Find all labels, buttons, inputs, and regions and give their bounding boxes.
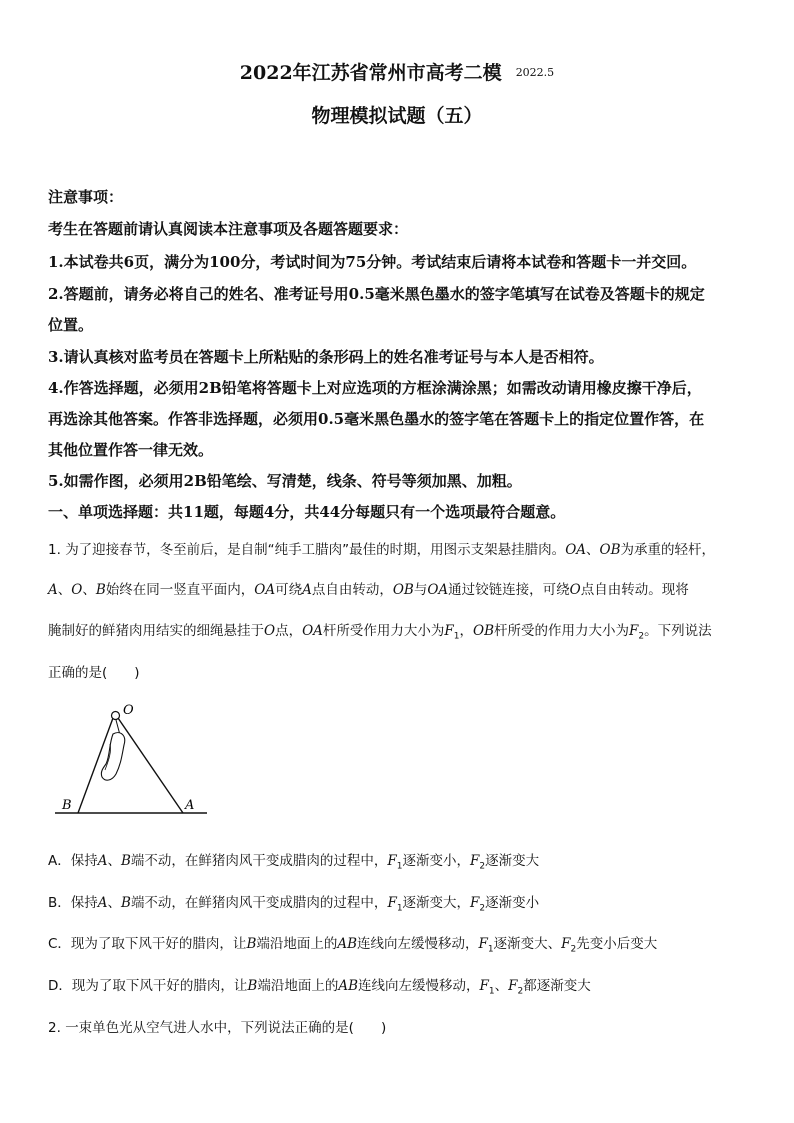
q1-text: 通过铰链连接，可绕 (448, 582, 570, 598)
label-b: B (62, 798, 72, 813)
q1-text: 为承重的轻杆， (620, 542, 716, 558)
opt-sub: 2 (570, 944, 577, 955)
opt-text: 逐渐变大、 (493, 936, 562, 952)
opt-sub: 1 (396, 903, 403, 914)
exam-date: 2022.5 (515, 66, 555, 79)
q1-sym: OB (392, 582, 414, 598)
q1-sub: 1 (453, 631, 460, 642)
opt-sym: A (97, 895, 108, 911)
q1-text: 杆所受作用力大小为 (322, 623, 445, 639)
q1-sym: OA (254, 582, 276, 598)
label-o: O (123, 703, 134, 718)
q1-text: 、 (82, 582, 96, 598)
q1-text: 始终在同一竖直平面内， (105, 582, 255, 598)
rod-oa (118, 718, 183, 813)
opt-text: 端不动，在鲜猪肉风干变成腊肉的过程中， (130, 895, 388, 911)
opt-sym: A (97, 853, 108, 869)
exam-subtitle: 物理模拟试题（五） (311, 105, 483, 127)
opt-sym: B (121, 853, 131, 869)
q1-line-4: 正确的是( ) (48, 665, 140, 681)
opt-text: 、 (107, 853, 121, 869)
opt-text: 逐渐变小 (485, 895, 540, 911)
q1-sym: O (569, 582, 581, 598)
hinge-o (112, 712, 120, 720)
q1-text: 与 (413, 582, 428, 598)
notice-line-5: 5.如需作图，必须用2B铅笔绘、写清楚，线条、符号等须加黑、加粗。 (48, 472, 522, 490)
notice-intro: 考生在答题前请认真阅读本注意事项及各题答题要求： (48, 220, 409, 238)
opt-sym: F (508, 978, 518, 994)
opt-sub: 2 (517, 986, 524, 997)
opt-sub: 1 (488, 986, 495, 997)
opt-sub: 1 (487, 944, 494, 955)
option-d[interactable] (48, 974, 591, 997)
q1-sym: F (629, 623, 639, 639)
notice-heading: 注意事项： (48, 188, 124, 206)
q1-sym: O (71, 582, 83, 598)
opt-sym: AB (337, 936, 358, 952)
notice-line-2b: 位置。 (48, 316, 94, 334)
label-a: A (185, 798, 195, 813)
opt-text: 、 (107, 895, 122, 911)
q2-text: 一束单色光从空气进人水中，下列说法正确的是( ) (65, 1020, 387, 1036)
q1-text: ， (459, 623, 474, 639)
q1-text: 点， (275, 623, 303, 639)
q1-line-1 (48, 538, 715, 558)
opt-text: 连线向左缓慢移动， (357, 936, 479, 952)
q1-sym: OA (427, 582, 449, 598)
q1-line-2 (48, 578, 689, 598)
opt-text: 端不动，在鲜猪肉风干变成腊肉的过程中， (130, 853, 388, 869)
opt-text: B．保持 (48, 895, 98, 911)
opt-text: 都逐渐变大 (523, 978, 591, 994)
q1-sym: A (302, 582, 312, 598)
opt-sub: 2 (479, 861, 486, 872)
opt-sym: F (387, 853, 397, 869)
notice-line-2a: 2.答题前，请务必将自己的姓名、准考证号用0.5毫米黑色墨水的签字笔填写在试卷及答题卡的规定 (48, 285, 705, 303)
opt-text: 端沿地面上的 (256, 936, 338, 952)
option-a[interactable] (48, 849, 539, 872)
q1-sym: F (444, 623, 454, 639)
opt-sym: F (479, 978, 489, 994)
opt-sym: B (121, 895, 131, 911)
opt-sym: F (478, 936, 488, 952)
q2-line-1 (48, 1016, 386, 1036)
q1-sym: OA (302, 623, 323, 639)
q1-text: 腌制好的鲜猪肉用结实的细绳悬挂于 (48, 623, 264, 639)
opt-text: 逐渐变大 (485, 853, 540, 869)
exam-title (0, 58, 794, 85)
opt-text: 逐渐变小， (402, 853, 471, 869)
q1-sym: OB (599, 542, 621, 558)
opt-sym: B (246, 936, 257, 952)
q1-text: 、 (57, 582, 72, 598)
q2-number: 2. (48, 1020, 61, 1036)
opt-text: 连线向左缓慢移动， (358, 978, 480, 994)
opt-sym: F (470, 853, 480, 869)
q1-text: 为了迎接春节，冬至前后，是自制“纯手工腊肉”最佳的时期，用图示支架悬挂腊肉。 (65, 542, 566, 558)
opt-text: 端沿地面上的 (257, 978, 339, 994)
q1-sym: O (264, 623, 276, 639)
notice-line-4a: 4.作答选择题，必须用2B铅笔将答题卡上对应选项的方框涂满涂黑；如需改动请用橡皮擦干净后， (48, 379, 702, 397)
opt-text: 、 (494, 978, 509, 994)
q1-sub: 2 (638, 631, 645, 642)
opt-text: 先变小后变大 (576, 936, 658, 952)
q1-number: 1. (48, 542, 61, 558)
q1-text: 、 (586, 542, 600, 558)
opt-text: 逐渐变大， (402, 895, 471, 911)
notice-line-1: 1.本试卷共6页，满分为100分，考试时间为75分钟。考试结束后请将本试卷和答题卡一并交回。 (48, 253, 697, 271)
section-heading-1: 一、单项选择题：共11题，每题4分，共44分每题只有一个选项最符合题意。 (48, 503, 566, 521)
exam-title-text: 2022年江苏省常州市高考二模 (239, 62, 502, 84)
opt-text: D．现为了取下风干好的腊肉，让 (48, 978, 248, 994)
q1-text: 。下列说法 (644, 623, 712, 639)
opt-sym: F (470, 895, 480, 911)
option-b[interactable] (48, 891, 539, 914)
option-c[interactable] (48, 932, 657, 955)
q1-text: 点自由转动。现将 (580, 582, 689, 598)
notice-line-4b: 再选涂其他答案。作答非选择题，必须用0.5毫米黑色墨水的签字笔在答题卡上的指定位置作答，在 (48, 410, 705, 428)
q1-text: 可绕 (275, 582, 303, 598)
opt-text: A．保持 (48, 853, 98, 869)
opt-sym: F (561, 936, 571, 952)
opt-sub: 1 (396, 861, 403, 872)
q1-text: 杆所受的作用力大小为 (494, 623, 630, 639)
opt-sym: B (247, 978, 258, 994)
q1-sym: B (95, 582, 106, 598)
notice-line-3: 3.请认真核对监考员在答题卡上所粘贴的条形码上的姓名准考证号与本人是否相符。 (48, 348, 604, 366)
q1-sym: A (48, 582, 58, 598)
opt-text: C．现为了取下风干好的腊肉，让 (48, 936, 247, 952)
q1-figure (50, 700, 210, 825)
q1-text: 点自由转动， (311, 582, 393, 598)
q1-line-3 (48, 619, 712, 642)
opt-sym: AB (338, 978, 358, 994)
q1-sym: OA (565, 542, 587, 558)
q1-sym: OB (473, 623, 495, 639)
opt-sym: F (387, 895, 397, 911)
opt-sub: 2 (479, 903, 486, 914)
notice-line-4c: 其他位置作答一律无效。 (48, 441, 214, 459)
